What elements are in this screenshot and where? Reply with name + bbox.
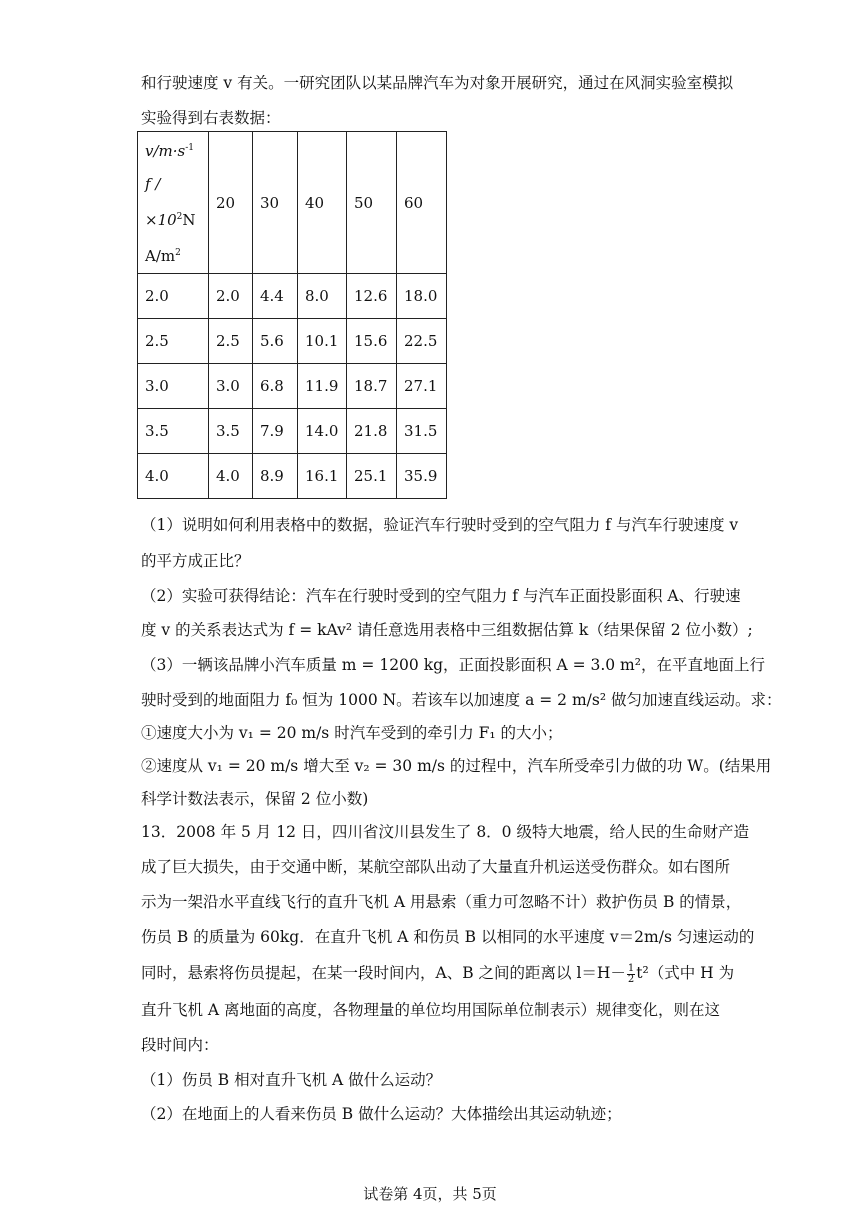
problem-13-line-2: 成了巨大损失，由于交通中断，某航空部队出动了大量直升机运送受伤群众。如右图所 [141, 858, 731, 876]
problem-13-line-5 [141, 963, 734, 985]
value-cell: 3.0 [209, 364, 253, 409]
question-3-line-2: 驶时受到的地面阻力 f₀ 恒为 1000 N。若该车以加速度 a = 2 m/s² 做匀加速直线运动。求： [141, 691, 782, 709]
value-cell: 18.0 [397, 274, 447, 319]
question-3-line-3: ①速度大小为 v₁ = 20 m/s 时汽车受到的牵引力 F₁ 的大小； [141, 724, 563, 742]
value-cell: 8.9 [253, 454, 298, 499]
fraction-denominator: 2 [627, 973, 635, 985]
question-3-line-5: 科学计数法表示，保留 2 位小数) [141, 790, 369, 808]
table-header-label [138, 132, 209, 274]
value-cell: 12.6 [347, 274, 397, 319]
area-cell: 4.0 [138, 454, 209, 499]
value-cell: 2.0 [209, 274, 253, 319]
value-cell: 15.6 [347, 319, 397, 364]
problem-13-sub-2: （2）在地面上的人看来伤员 B 做什么运动？大体描绘出其运动轨迹； [141, 1105, 622, 1123]
value-cell: 6.8 [253, 364, 298, 409]
table-row [138, 454, 447, 499]
intro-line-1: 和行驶速度 v 有关。一研究团队以某品牌汽车为对象开展研究，通过在风洞实验室模拟 [141, 74, 734, 92]
speed-header: 60 [397, 132, 447, 274]
question-1-line-1: （1）说明如何利用表格中的数据，验证汽车行驶时受到的空气阻力 f 与汽车行驶速度 v [141, 516, 739, 534]
problem-13-line-4: 伤员 B 的质量为 60kg．在直升飞机 A 和伤员 B 以相同的水平速度 v＝2m/s 匀速运动的 [141, 928, 755, 946]
intro-line-2: 实验得到右表数据： [141, 109, 281, 127]
table-row [138, 319, 447, 364]
speed-header: 30 [253, 132, 298, 274]
value-cell: 8.0 [298, 274, 347, 319]
header-v-sup: -1 [185, 143, 194, 153]
fraction-one-half [627, 964, 635, 985]
value-cell: 4.0 [209, 454, 253, 499]
value-cell: 31.5 [397, 409, 447, 454]
problem-13-line-6: 直升飞机 A 离地面的高度，各物理量的单位均用国际单位制表示）规律变化，则在这 [141, 1001, 721, 1019]
table-row [138, 364, 447, 409]
header-f-unit: N [182, 211, 196, 229]
question-2-line-2: 度 v 的关系表达式为 f = kAv² 请任意选用表格中三组数据估算 k（结果保留 2 位小数）; [141, 621, 753, 639]
value-cell: 5.6 [253, 319, 298, 364]
formula-prefix: 同时，悬索将伤员提起，在某一段时间内，A、B 之间的距离以 l＝H－ [141, 964, 626, 982]
question-3-line-4: ②速度从 v₁ = 20 m/s 增大至 v₂ = 30 m/s 的过程中，汽车所受牵引力做的功 W。(结果用 [141, 757, 772, 775]
header-A-label: A/m [145, 247, 176, 265]
area-cell: 2.0 [138, 274, 209, 319]
value-cell: 35.9 [397, 454, 447, 499]
fraction-numerator: 1 [627, 962, 635, 974]
question-3-line-1: （3）一辆该品牌小汽车质量 m = 1200 kg，正面投影面积 A = 3.0 m²，在平直地面上行 [141, 656, 765, 674]
value-cell: 7.9 [253, 409, 298, 454]
header-f-sup: 2 [176, 212, 183, 222]
formula-suffix: t²（式中 H 为 [636, 964, 735, 982]
value-cell: 18.7 [347, 364, 397, 409]
header-f-label: f /×10 [145, 175, 177, 229]
header-A-sup: 2 [175, 248, 181, 258]
value-cell: 21.8 [347, 409, 397, 454]
question-1-line-2: 的平方成正比？ [141, 552, 250, 570]
page-footer: 试卷第 4页，共 5页 [363, 1185, 497, 1203]
question-2-line-1: （2）实验可获得结论：汽车在行驶时受到的空气阻力 f 与汽车正面投影面积 A、行驶速 [141, 587, 741, 605]
speed-header: 50 [347, 132, 397, 274]
area-cell: 3.5 [138, 409, 209, 454]
header-v-label: v/m·s [145, 142, 186, 160]
value-cell: 3.5 [209, 409, 253, 454]
table-header-row [138, 132, 447, 274]
speed-header: 20 [209, 132, 253, 274]
data-table [137, 131, 447, 499]
problem-13-line-3: 示为一架沿水平直线飞行的直升飞机 A 用悬索（重力可忽略不计）救护伤员 B 的情景， [141, 893, 742, 911]
speed-header: 40 [298, 132, 347, 274]
value-cell: 25.1 [347, 454, 397, 499]
problem-13-sub-1: （1）伤员 B 相对直升飞机 A 做什么运动？ [141, 1071, 442, 1089]
value-cell: 10.1 [298, 319, 347, 364]
value-cell: 11.9 [298, 364, 347, 409]
table-row [138, 409, 447, 454]
value-cell: 16.1 [298, 454, 347, 499]
value-cell: 4.4 [253, 274, 298, 319]
problem-13-line-7: 段时间内： [141, 1036, 219, 1054]
area-cell: 2.5 [138, 319, 209, 364]
problem-13-line-1: 13．2008 年 5 月 12 日，四川省汶川县发生了 8．0 级特大地震，给人民的生命财产造 [141, 823, 749, 841]
value-cell: 2.5 [209, 319, 253, 364]
table-row [138, 274, 447, 319]
value-cell: 22.5 [397, 319, 447, 364]
value-cell: 14.0 [298, 409, 347, 454]
area-cell: 3.0 [138, 364, 209, 409]
value-cell: 27.1 [397, 364, 447, 409]
